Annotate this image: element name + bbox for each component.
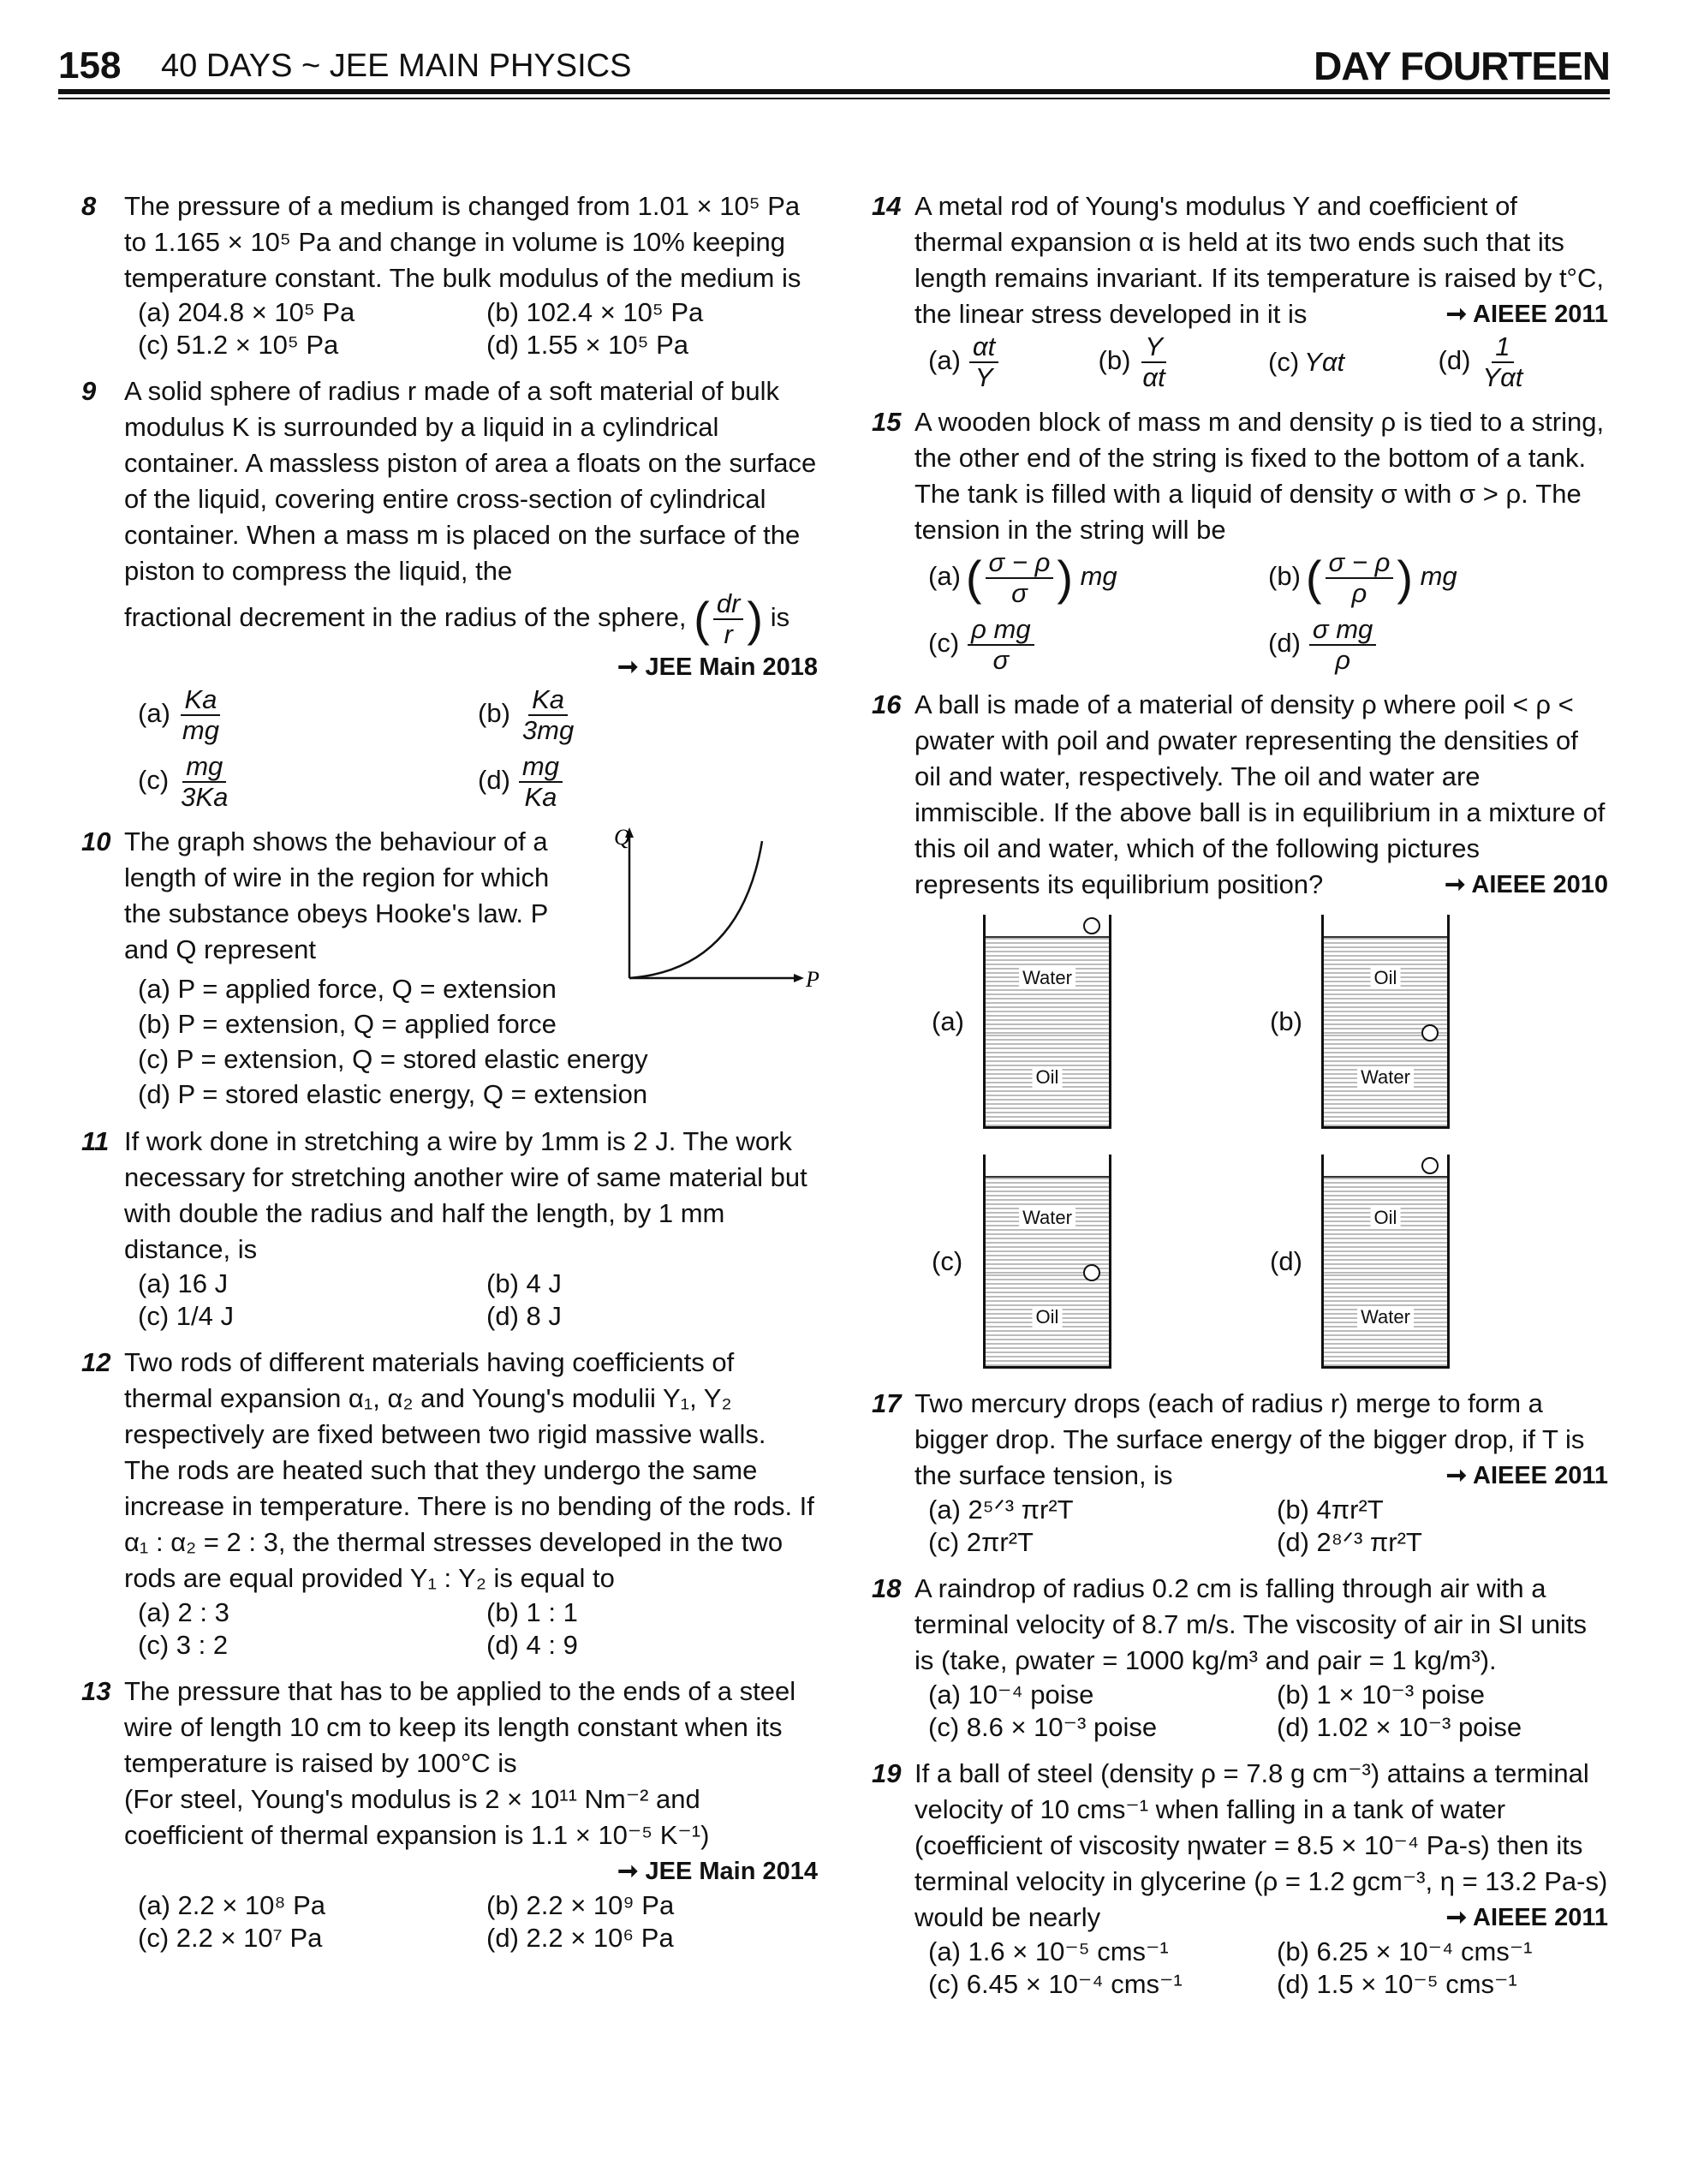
question-17 (872, 1386, 1608, 1559)
question-9 (81, 373, 818, 812)
question-10 (81, 824, 818, 1112)
option-d[interactable] (1268, 615, 1608, 675)
fraction-denominator: Ka (524, 782, 557, 812)
paren-close: ) (1397, 551, 1413, 605)
figure-b[interactable] (1270, 915, 1608, 1129)
ball (1083, 917, 1100, 934)
option-d[interactable] (1439, 332, 1609, 392)
option-label: (b) (1268, 561, 1301, 592)
figure-c[interactable] (932, 1155, 1270, 1369)
header-rule (58, 89, 1610, 94)
upper-liquid (1324, 1176, 1447, 1275)
tank (1321, 915, 1450, 1129)
question-text: A ball is made of a material of density ρ where ρoil < ρ < ρwater with ρoil and ρwater representing the densities of oil and water, respectively. The oil and water are immiscible. If the above ball is in equilibrium in a mixture of this oil and water, which of the following pictures represents its equilibrium position? (915, 689, 1606, 899)
question-number: 11 (81, 1126, 110, 1156)
question-19 (872, 1756, 1608, 2001)
source-tag: ➞ AIEEE 2011 (1445, 1462, 1608, 1489)
options (124, 1889, 818, 1954)
options (124, 296, 818, 361)
lower-liquid-label: Oil (1033, 1306, 1063, 1328)
question-number: 8 (81, 191, 97, 221)
option-d[interactable]: (d) 1.55 × 10⁵ Pa (486, 330, 689, 360)
fraction-numerator: Y (1141, 332, 1166, 363)
option-value: Yαt (1304, 347, 1345, 377)
option-label: (a) (138, 698, 170, 729)
fraction (1309, 615, 1376, 675)
option-a[interactable]: (a) 1.6 × 10⁻⁵ cms⁻¹ (928, 1936, 1169, 1966)
lower-liquid-label: Oil (1033, 1066, 1063, 1089)
question-text-end: fractional decrement in the radius of the sphere, (124, 602, 687, 633)
option-c[interactable]: (c) 2.2 × 10⁷ Pa (138, 1923, 323, 1953)
paren-open: ( (694, 592, 710, 646)
question-14 (872, 188, 1608, 392)
fraction-numerator: σ − ρ (1326, 548, 1394, 579)
option-suffix: mg (1080, 561, 1117, 592)
fraction-denominator: mg (182, 715, 219, 745)
fraction (968, 615, 1034, 675)
options (915, 548, 1608, 675)
upper-liquid-label: Water (1019, 967, 1075, 989)
question-8 (81, 188, 818, 361)
option-label: (c) (1268, 347, 1300, 377)
fraction-numerator: σ mg (1309, 615, 1376, 646)
upper-liquid (986, 1176, 1109, 1275)
source-tag: ➞ JEE Main 2018 (617, 653, 818, 681)
fraction-numerator: mg (182, 752, 226, 783)
question-number: 17 (872, 1388, 902, 1418)
fraction-numerator: αt (969, 332, 998, 363)
option-label: (d) (1438, 345, 1471, 376)
figure-grid (932, 915, 1608, 1369)
fraction (179, 685, 223, 745)
options (124, 1268, 818, 1333)
option-c[interactable]: (c) 51.2 × 10⁵ Pa (138, 330, 339, 360)
options (915, 1494, 1608, 1559)
option-c[interactable]: (c) 6.45 × 10⁻⁴ cms⁻¹ (928, 1969, 1183, 1999)
question-text-is: is (770, 602, 790, 633)
option-label: (d) (1268, 628, 1301, 659)
x-axis-arrow (794, 974, 804, 982)
question-text: The pressure that has to be applied to the ends of a steel wire of length 10 cm to keep its length constant when its temperature is raised by 100°C is (124, 1676, 796, 1778)
question-number: 16 (872, 689, 902, 719)
option-a[interactable]: (a) 204.8 × 10⁵ Pa (138, 297, 355, 327)
question-text: Two rods of different materials having coefficients of thermal expansion α₁, α₂ and Young's modulii Y₁, Y₂ respectively are fixed between two rigid massive walls. The rods are heated such that they undergo the same increase in temperature. There is no bending of the rods. If α₁ : α₂ = 2 : 3, the thermal stresses developed in the two rods are equal provided Y₁ : Y₂ is equal to (124, 1347, 814, 1593)
fraction (519, 752, 563, 812)
question-text: A wooden block of mass m and density ρ is tied to a string, the other end of the string is fixed to the bottom of a tank. The tank is filled with a liquid of density σ with σ > ρ. The tension in the string will be (915, 407, 1605, 545)
hooke-graph-svg (612, 824, 818, 995)
option-d[interactable]: (d) 8 J (486, 1301, 562, 1331)
option-label: (b) (1098, 345, 1131, 376)
fraction-denominator: Y (974, 362, 993, 392)
question-text: A metal rod of Young's modulus Y and coefficient of thermal expansion α is held at its two ends such that its length remains invariant. If its temperature is raised by t°C, the linear stress developed in it is (915, 191, 1604, 329)
lower-liquid-label: Water (1357, 1066, 1414, 1089)
fraction-numerator: Ka (528, 685, 568, 716)
lower-liquid-label: Water (1357, 1306, 1414, 1328)
question-number: 14 (872, 191, 902, 221)
ball (1083, 1264, 1100, 1281)
upper-liquid-label: Oil (1371, 967, 1401, 989)
question-note: (For steel, Young's modulus is 2 × 10¹¹ Nm⁻² and coefficient of thermal expansion is 1.1 × 10⁻⁵ K⁻¹) (124, 1784, 710, 1850)
upper-liquid (986, 936, 1109, 1035)
option-d[interactable]: (d) 4 : 9 (486, 1630, 578, 1660)
option-b[interactable] (478, 685, 818, 745)
source-tag: ➞ AIEEE 2010 (1445, 871, 1608, 898)
paren-close: ) (1057, 551, 1073, 605)
option-b[interactable]: (b) 4 J (486, 1268, 562, 1298)
tank (1321, 1155, 1450, 1369)
curve (629, 841, 762, 978)
option-b[interactable]: (b) 6.25 × 10⁻⁴ cms⁻¹ (1277, 1936, 1533, 1966)
option-d[interactable]: (d) 2⁸ᐟ³ πr²T (1277, 1527, 1422, 1557)
question-18 (872, 1571, 1608, 1744)
question-number: 10 (81, 826, 111, 856)
option-d[interactable]: (d) 1.02 × 10⁻³ poise (1277, 1712, 1522, 1742)
paren-open: ( (965, 551, 982, 605)
options (915, 1679, 1608, 1744)
fraction (1139, 332, 1168, 392)
fraction-denominator: σ (1011, 578, 1028, 608)
lower-liquid (1324, 1034, 1447, 1126)
page-number: 158 (58, 45, 122, 87)
option-c[interactable] (928, 615, 1268, 675)
option-b[interactable]: (b) 1 × 10⁻³ poise (1277, 1680, 1485, 1710)
option-b[interactable]: (b) 102.4 × 10⁵ Pa (486, 297, 704, 327)
option-suffix: mg (1420, 561, 1457, 592)
fraction-denominator: ρ (1351, 578, 1367, 608)
question-13 (81, 1674, 818, 1954)
options (915, 1936, 1608, 2001)
question-text: If work done in stretching a wire by 1mm is 2 J. The work necessary for stretching another wire of same material but with double the radius and half the length, by 1 mm distance, is (124, 1126, 807, 1264)
fraction-numerator: 1 (1492, 332, 1513, 363)
hooke-graph (612, 824, 818, 995)
figure-label: (a) (932, 1006, 964, 1036)
option-label: (c) (928, 628, 960, 659)
fraction-denominator: αt (1142, 362, 1165, 392)
options (915, 332, 1608, 392)
option-c[interactable]: (c) P = extension, Q = stored elastic energy (138, 1044, 648, 1074)
fraction-numerator: σ − ρ (986, 548, 1054, 579)
fraction-denominator: 3Ka (181, 782, 229, 812)
ball (1421, 1024, 1439, 1041)
fraction (986, 548, 1054, 608)
option-b[interactable]: (b) 2.2 × 10⁹ Pa (486, 1890, 675, 1920)
figure-label: (d) (1270, 1246, 1302, 1276)
option-b[interactable]: (b) 4πr²T (1277, 1495, 1384, 1525)
question-text: A raindrop of radius 0.2 cm is falling through air with a terminal velocity of 8.7 m/s. The viscosity of air in SI units is (take, ρwater = 1000 kg/m³ and ρair = 1 kg/m³). (915, 1573, 1588, 1675)
question-text: The graph shows the behaviour of a length of wire in the region for which the substance obeys Hooke's law. P and Q represent (124, 826, 550, 964)
option-b[interactable]: (b) 1 : 1 (486, 1597, 578, 1627)
option-c[interactable] (138, 752, 478, 812)
option-c[interactable]: (c) 8.6 × 10⁻³ poise (928, 1712, 1158, 1742)
x-axis-label: P (806, 967, 819, 992)
question-text: Two mercury drops (each of radius r) merge to form a bigger drop. The surface energy of the bigger drop, if T is the surface tension, is (915, 1388, 1585, 1490)
fraction-numerator: mg (519, 752, 563, 783)
option-label: (b) (478, 698, 510, 729)
page-header (58, 43, 1610, 89)
option-d[interactable]: (d) 2.2 × 10⁶ Pa (486, 1923, 674, 1953)
option-c[interactable] (1268, 344, 1439, 380)
fraction-denominator: Yαt (1482, 362, 1523, 392)
option-a[interactable]: (a) 16 J (138, 1268, 229, 1298)
option-label: (c) (138, 765, 170, 796)
question-12 (81, 1345, 818, 1662)
fraction-numerator: Ka (181, 685, 220, 716)
option-a[interactable] (138, 685, 478, 745)
option-a[interactable] (928, 332, 1099, 392)
question-text: A solid sphere of radius r made of a soft material of bulk modulus K is surrounded by a liquid in a cylindrical container. A massless piston of area a floats on the surface of the liquid, covering entire cross-section of cylindrical container. When a mass m is placed on the surface of the piston to compress the liquid, the (124, 376, 817, 586)
question-number: 15 (872, 407, 902, 437)
upper-liquid-label: Water (1019, 1207, 1075, 1229)
option-a[interactable]: (a) P = applied force, Q = extension (138, 974, 557, 1004)
question-number: 12 (81, 1347, 111, 1377)
fraction (177, 752, 231, 812)
fraction-denominator: σ (992, 645, 1010, 675)
option-b[interactable] (1099, 332, 1269, 392)
fraction (713, 589, 744, 649)
fraction (1479, 332, 1526, 392)
paren-open: ( (1305, 551, 1322, 605)
upper-liquid (1324, 936, 1447, 1035)
option-d[interactable] (478, 752, 818, 812)
lower-liquid (1324, 1274, 1447, 1366)
fraction-denominator: r (724, 619, 733, 649)
ball (1421, 1157, 1439, 1174)
question-number: 19 (872, 1758, 902, 1788)
upper-liquid-label: Oil (1371, 1207, 1401, 1229)
lower-liquid (986, 1034, 1109, 1126)
question-11 (81, 1124, 818, 1333)
fraction-numerator: ρ mg (968, 615, 1034, 646)
question-number: 13 (81, 1676, 111, 1706)
tank (983, 1155, 1111, 1369)
option-a[interactable]: (a) 2.2 × 10⁸ Pa (138, 1890, 326, 1920)
figure-label: (c) (932, 1246, 963, 1276)
right-column (872, 188, 1608, 2013)
fraction-denominator: 3mg (521, 715, 575, 745)
lower-liquid (986, 1274, 1109, 1366)
header-rule-thin (58, 98, 1610, 99)
figure-label: (b) (1270, 1006, 1302, 1036)
source-tag: ➞ JEE Main 2014 (617, 1858, 818, 1885)
tank (983, 915, 1111, 1129)
option-b[interactable] (1268, 548, 1608, 608)
question-text: If a ball of steel (density ρ = 7.8 g cm⁻³) attains a terminal velocity of 10 cms⁻¹ when falling in a tank of water (coefficient of viscosity ηwater = 8.5 × 10⁻⁴ Pa-s) then its terminal velocity in glycerine (ρ = 1.2 gcm⁻³, η = 13.2 Pa-s) would be nearly (915, 1758, 1608, 1932)
options (124, 685, 818, 812)
question-text: The pressure of a medium is changed from 1.01 × 10⁵ Pa to 1.165 × 10⁵ Pa and change in volume is 10% keeping temperature constant. The bulk modulus of the medium is (124, 191, 801, 293)
option-a[interactable]: (a) 10⁻⁴ poise (928, 1680, 1094, 1710)
option-d[interactable]: (d) 1.5 × 10⁻⁵ cms⁻¹ (1277, 1969, 1517, 1999)
fraction-numerator: dr (713, 589, 744, 620)
option-label: (d) (478, 765, 510, 796)
fraction (1326, 548, 1394, 608)
chapter-title: DAY FOURTEEN (1314, 44, 1610, 88)
option-c[interactable]: (c) 2πr²T (928, 1527, 1034, 1557)
left-column (81, 188, 818, 1966)
question-15 (872, 404, 1608, 675)
option-label: (a) (928, 561, 961, 592)
option-c[interactable]: (c) 3 : 2 (138, 1630, 229, 1660)
option-b[interactable]: (b) P = extension, Q = applied force (138, 1009, 557, 1039)
option-label: (a) (928, 345, 961, 376)
fraction-denominator: ρ (1335, 645, 1350, 675)
option-a[interactable] (928, 548, 1268, 608)
fraction (969, 332, 998, 392)
figure-d[interactable] (1270, 1155, 1608, 1369)
option-a[interactable]: (a) 2⁵ᐟ³ πr²T (928, 1495, 1074, 1525)
option-d[interactable]: (d) P = stored elastic energy, Q = extension (138, 1079, 648, 1109)
source-tag: ➞ AIEEE 2011 (1445, 301, 1608, 328)
question-number: 9 (81, 376, 97, 406)
options (124, 1596, 818, 1662)
figure-a[interactable] (932, 915, 1270, 1129)
option-c[interactable]: (c) 1/4 J (138, 1301, 234, 1331)
question-16 (872, 687, 1608, 1369)
source-tag: ➞ AIEEE 2011 (1445, 1904, 1608, 1931)
question-number: 18 (872, 1573, 902, 1603)
fraction (519, 685, 577, 745)
book-title: 40 DAYS ~ JEE MAIN PHYSICS (161, 48, 632, 84)
y-axis-label: Q (614, 825, 630, 850)
paren-close: ) (747, 592, 764, 646)
option-a[interactable]: (a) 2 : 3 (138, 1597, 229, 1627)
